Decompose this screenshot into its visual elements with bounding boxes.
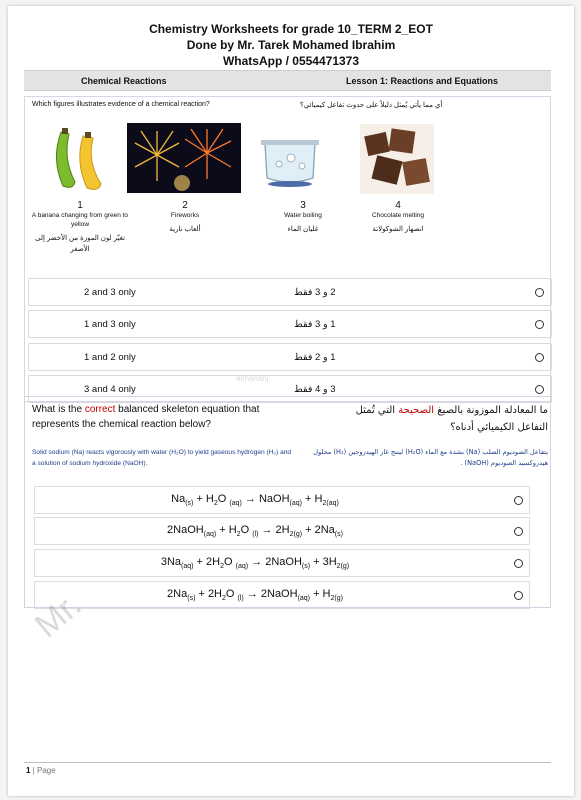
figure-2-label-en: Fireworks bbox=[170, 212, 200, 219]
figure-3-label-en: Water boiling bbox=[284, 212, 322, 219]
page-number: 1 bbox=[26, 766, 31, 775]
q1-option-2-radio[interactable] bbox=[535, 320, 544, 329]
q1-option-2[interactable] bbox=[28, 310, 552, 338]
figure-1 bbox=[25, 200, 135, 255]
q1-option-3-ar: 1 و 2 فقط bbox=[294, 352, 336, 363]
figure-1-label-ar: تغيّر لون الموزة من الأخضر إلى الأصفر bbox=[35, 235, 125, 253]
figure-1-label-en: A banana changing from green to yellow bbox=[31, 212, 129, 228]
banana-image bbox=[49, 124, 111, 194]
lesson-title: Lesson 1: Reactions and Equations bbox=[346, 76, 499, 86]
q2-option-1-radio[interactable] bbox=[514, 496, 523, 505]
q2-option-3[interactable] bbox=[34, 549, 530, 577]
figure-4-number: 4 bbox=[395, 200, 401, 211]
q1-option-3-en: 1 and 2 only bbox=[84, 352, 136, 363]
figure-1-number: 1 bbox=[77, 200, 83, 211]
q2-option-2-radio[interactable] bbox=[514, 527, 523, 536]
q1-option-4-radio[interactable] bbox=[535, 385, 544, 394]
reaction-description-en: Solid sodium (Na) reacts vigorously with water (H₂O) to yield gaseous hydrogen (H₂) and a solution of sodium hydroxide (NaOH). bbox=[32, 449, 292, 467]
q1-option-1[interactable] bbox=[28, 278, 552, 306]
figure-3-number: 3 bbox=[300, 200, 306, 211]
unit-title: Chemical Reactions bbox=[81, 76, 167, 86]
whatsapp-line: WhatsApp / 0554471373 bbox=[222, 54, 360, 68]
figure-3-label-ar: غليان الماء bbox=[287, 226, 319, 233]
q1-option-3-radio[interactable] bbox=[535, 353, 544, 362]
site-watermark: almanahj bbox=[236, 374, 269, 383]
q1-option-2-en: 1 and 3 only bbox=[84, 319, 136, 330]
question-1-text-ar: أي مما يأتي يُمثل دليلاً على حدوث تفاعل كيميائي؟ bbox=[300, 102, 443, 109]
question-2-text-ar: ما المعادلة الموزونة بالصيغ الصحيحة التي تُمثل التفاعل الكيميائي أدناه؟ bbox=[355, 405, 548, 433]
figure-4-label-ar: انصهار الشوكولاتة bbox=[372, 226, 424, 233]
q1-option-1-radio[interactable] bbox=[535, 288, 544, 297]
q2-option-4-radio[interactable] bbox=[514, 591, 523, 600]
figure-4-label-en: Chocolate melting bbox=[371, 212, 425, 219]
equation-1: $Na_{(s)} + H_2O$ $_{(aq)}$ → NaOH$_{(aq)}$ + $H_{2(aq)}$ bbox=[171, 493, 339, 508]
section-bar bbox=[24, 70, 551, 91]
page-footer bbox=[26, 766, 56, 775]
q2-option-4[interactable] bbox=[34, 581, 530, 609]
figure-2-number: 2 bbox=[182, 200, 188, 211]
question-2-text-en: What is the correct balanced skeleton equation that represents the chemical reaction below? bbox=[32, 404, 260, 430]
question-2-keyword-ar: الصحيحة bbox=[398, 405, 435, 416]
page-label: | Page bbox=[30, 766, 56, 775]
boiling-water-image bbox=[257, 126, 323, 188]
figure-2 bbox=[130, 200, 240, 235]
question-1-text-en: Which figures illustrates evidence of a chemical reaction? bbox=[32, 101, 210, 108]
author-watermark: Mr. bbox=[28, 585, 89, 646]
q2-option-3-radio[interactable] bbox=[514, 559, 523, 568]
q2-option-1[interactable] bbox=[34, 486, 530, 514]
q1-option-2-ar: 1 و 3 فقط bbox=[294, 319, 336, 330]
figure-3 bbox=[248, 200, 358, 235]
worksheet-page bbox=[8, 6, 574, 796]
reaction-description-ar: يتفاعل الصوديوم الصلب (Na) بشدة مع الماء (H₂O) لينتج غاز الهيدروجين (H₂) محلول هيدروكسيد الصوديوم (NaOH) . bbox=[313, 448, 548, 467]
equation-3: $3Na_{(aq)} + 2H_2O$ $_{(aq)}$ → 2NaOH$_{(s)}$ + $3H_{2(g)}$ bbox=[160, 556, 350, 571]
author-line: Done by Mr. Tarek Mohamed Ibrahim bbox=[186, 38, 396, 52]
footer-divider bbox=[24, 762, 551, 763]
figure-4 bbox=[343, 200, 453, 235]
worksheet-title: Chemistry Worksheets for grade 10_TERM 2_EOT bbox=[149, 22, 433, 36]
figure-2-label-ar: ألعاب نارية bbox=[169, 226, 201, 233]
chocolate-image bbox=[360, 124, 434, 194]
question-2-keyword-en: correct bbox=[84, 404, 116, 415]
q1-option-3[interactable] bbox=[28, 343, 552, 371]
fireworks-image bbox=[127, 123, 241, 193]
q1-option-1-ar: 2 و 3 فقط bbox=[294, 287, 336, 298]
q1-option-4-ar: 3 و 4 فقط bbox=[294, 384, 336, 395]
q1-option-1-en: 2 and 3 only bbox=[84, 287, 136, 298]
equation-4: $2Na_{(s)} + 2H_2O$ $_{(l)}$ → 2NaOH$_{(aq)}$ + $H_{2(g)}$ bbox=[167, 588, 343, 603]
q1-option-4-en: 3 and 4 only bbox=[84, 384, 136, 395]
q2-option-2[interactable] bbox=[34, 517, 530, 545]
equation-2: 2NaOH$_{(aq)}$ + $H_2O$ $_{(l)} \to 2H_{2(g)} + 2Na_{(s)}$ bbox=[167, 524, 343, 539]
